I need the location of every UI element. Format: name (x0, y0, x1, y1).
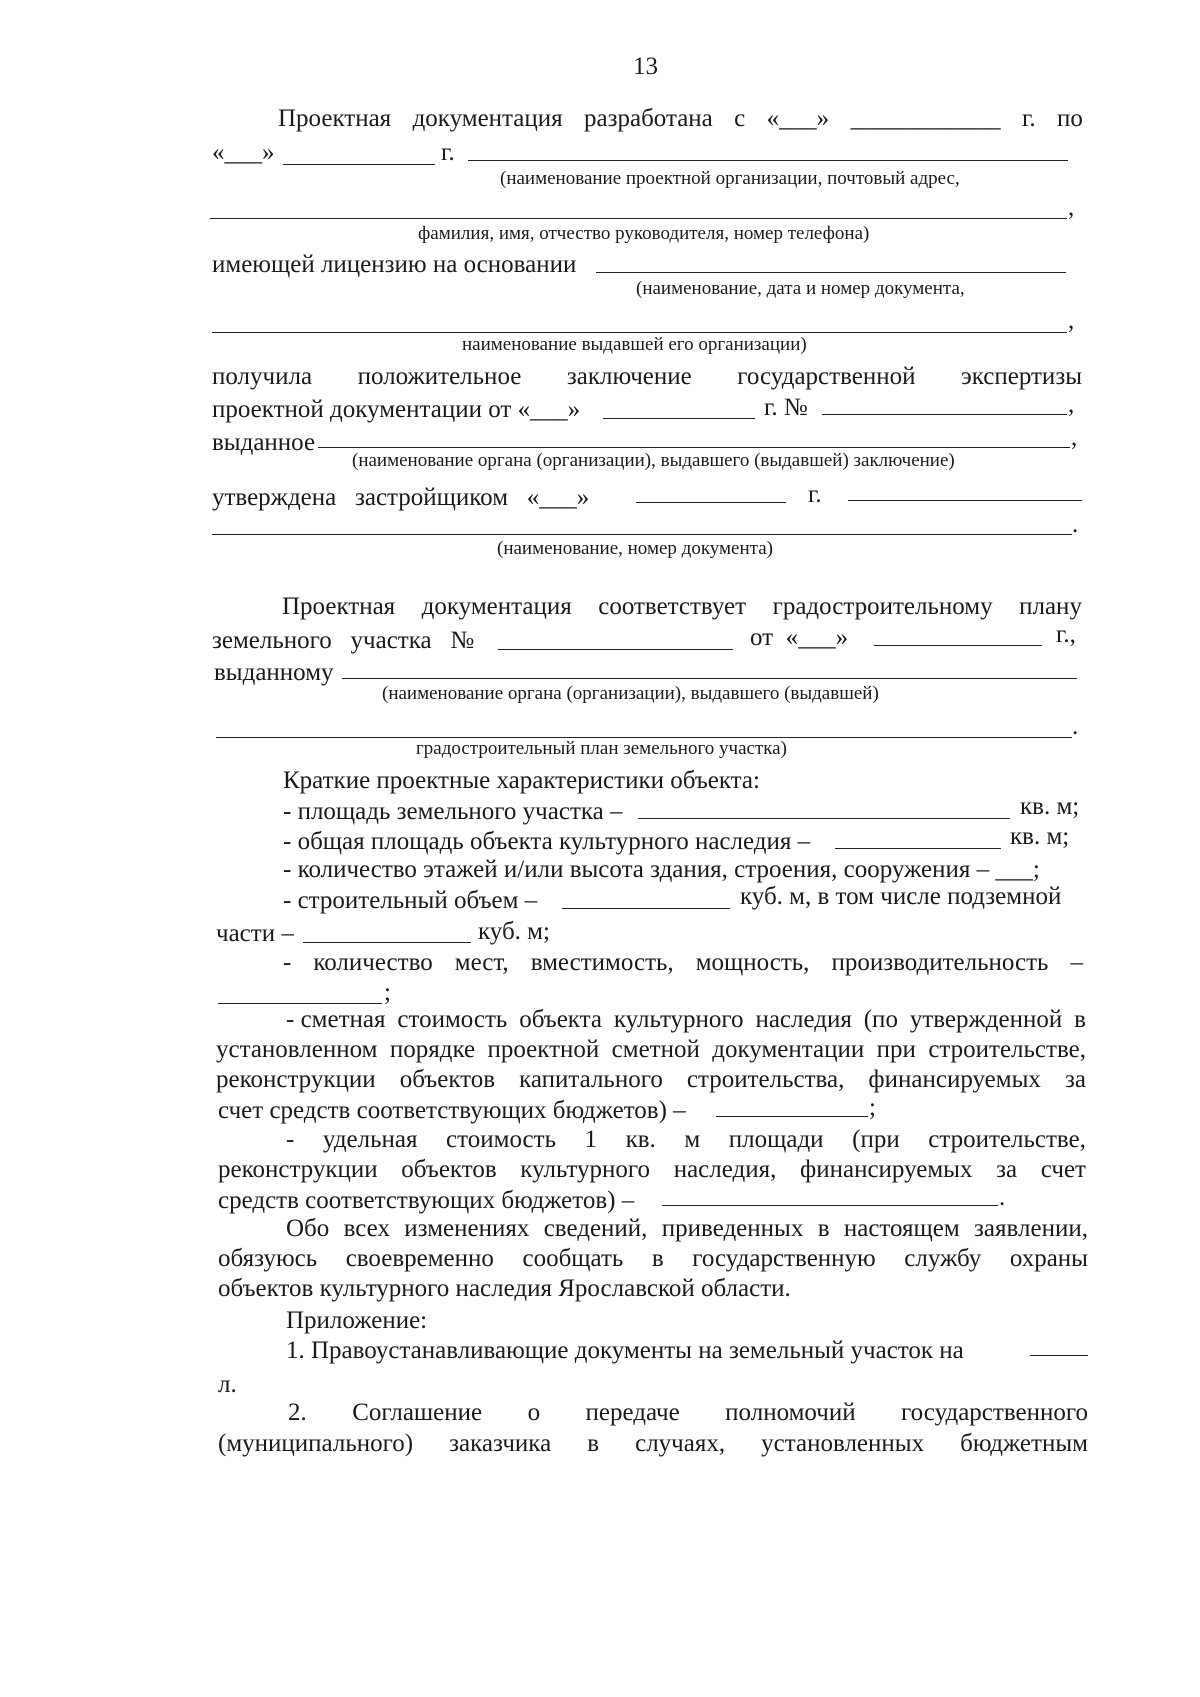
expertise-line (212, 362, 1082, 392)
word: службу (904, 1245, 982, 1272)
word: – (1070, 949, 1083, 976)
blank-line (603, 418, 755, 419)
word: государственной (737, 363, 916, 390)
caption-head-name: фамилия, имя, отчество руководителя, номер телефона) (418, 223, 870, 244)
blank-line (638, 818, 1010, 819)
word: сметной (611, 1036, 700, 1063)
blank-line (283, 164, 435, 165)
word: охраны (1009, 1245, 1088, 1272)
blank-line (212, 534, 1072, 535)
unit-cost-line-3: средств соответствующих бюджетов) – (218, 1187, 635, 1214)
word: финансируемых (800, 1156, 973, 1183)
word: наследия, (673, 1156, 777, 1183)
underground-unit: куб. м; (478, 918, 550, 945)
blank-line (303, 942, 471, 943)
word: - (283, 949, 292, 976)
word: заключение (566, 363, 692, 390)
word: (при (852, 1126, 900, 1153)
word: культурного (520, 1156, 651, 1183)
blank-line (662, 1205, 998, 1206)
caption-issuing-body: (наименование органа (организации), выдавшего (выдавшей) заключение) (352, 450, 955, 471)
word: документации (712, 1036, 865, 1063)
word: объектов (401, 1156, 497, 1183)
underground-label: части – (216, 920, 294, 947)
blank-line (1030, 1355, 1088, 1356)
unit-cost-line-1 (286, 1125, 1086, 1155)
blank-line (848, 500, 1082, 501)
word: - сметная (286, 1006, 386, 1033)
year-marker: г., (1056, 621, 1076, 648)
year-marker: г. (808, 481, 822, 508)
word: экспертизы (961, 363, 1082, 390)
word: проектной (487, 1036, 600, 1063)
blank-line (318, 447, 1070, 448)
punctuation: ; (384, 979, 391, 1006)
cost-line-1 (286, 1005, 1086, 1035)
expertise-date-label: проектной документации от «___» (212, 396, 581, 423)
word: площади (728, 1126, 824, 1153)
word: стоимость (446, 1126, 556, 1153)
word: сведений, (543, 1215, 648, 1242)
word: строительстве, (928, 1126, 1086, 1153)
word: строительстве, (928, 1036, 1086, 1063)
appendix-item-1-end: л. (218, 1371, 237, 1398)
word: г. (1021, 105, 1036, 132)
word: утвержденной (909, 1006, 1063, 1033)
word: градостроительному (772, 593, 993, 620)
word: положительное (357, 363, 522, 390)
word: кв. (625, 1126, 656, 1153)
punctuation: , (1071, 424, 1078, 451)
word: установленных (761, 1430, 925, 1457)
word: своевременно (345, 1245, 494, 1272)
word: получила (212, 363, 313, 390)
obligation-line-2 (218, 1244, 1088, 1274)
word: Обо (286, 1215, 330, 1242)
blank-line (596, 272, 1066, 273)
word: документация (412, 105, 563, 132)
word: - (286, 1126, 295, 1153)
word: наследия (755, 1006, 852, 1033)
word: реконструкции (216, 1066, 376, 1093)
punctuation: ; (869, 1094, 876, 1121)
word: государственную (692, 1245, 876, 1272)
word: мест, (454, 949, 509, 976)
caption-issuer: наименование выдавшей его организации) (462, 334, 807, 355)
approved-label: утверждена застройщиком «___» (212, 484, 590, 511)
word: настоящем (843, 1215, 960, 1242)
word: плану (1019, 593, 1082, 620)
punctuation: , (1068, 307, 1075, 334)
word: «___» (766, 105, 830, 132)
date-field-open: «___» (212, 139, 275, 166)
plot-area-label: - площадь земельного участка – (283, 798, 623, 825)
word: реконструкции (218, 1156, 378, 1183)
issued-label: выданное (212, 429, 316, 456)
volume-rest: куб. м, в том числе подземной (740, 883, 1062, 910)
total-area-label: - общая площадь объекта культурного наследия – (283, 828, 811, 855)
word: бюджетным (960, 1430, 1088, 1457)
word: разработана (584, 105, 713, 132)
word: ____________ (850, 105, 1001, 132)
year-marker: г. (441, 139, 455, 166)
punctuation: . (1072, 511, 1079, 538)
word: культурного (613, 1006, 744, 1033)
license-label: имеющей лицензию на основании (212, 251, 577, 278)
word: заказчика (449, 1430, 552, 1457)
blank-line (218, 1003, 382, 1004)
word: установленном (216, 1036, 378, 1063)
word: изменениях (404, 1215, 530, 1242)
word: обязуюсь (218, 1245, 318, 1272)
appendix-heading: Приложение: (286, 1307, 428, 1334)
punctuation: . (999, 1184, 1006, 1211)
word: финансируемых (868, 1066, 1041, 1093)
number-label: г. № (764, 394, 808, 421)
word: в (651, 1245, 664, 1272)
page-number: 13 (633, 53, 658, 80)
word: вместимость, (530, 949, 674, 976)
blank-line (716, 1116, 868, 1117)
word: капитального (519, 1066, 663, 1093)
word: в (1074, 1006, 1086, 1033)
word: всех (343, 1215, 390, 1242)
word: случаях, (635, 1430, 726, 1457)
word: сообщать (522, 1245, 624, 1272)
word: по (1057, 105, 1083, 132)
blank-line (835, 848, 1001, 849)
punctuation: . (1072, 713, 1079, 740)
word: при (876, 1036, 916, 1063)
word: (по (863, 1006, 898, 1033)
characteristics-heading: Краткие проектные характеристики объекта: (283, 767, 760, 794)
word: за (1064, 1066, 1086, 1093)
blank-line (498, 649, 733, 650)
blank-line (562, 908, 730, 909)
word: м (684, 1126, 701, 1153)
design-period-line (278, 104, 1083, 134)
plan-compliance-line (282, 592, 1082, 622)
land-plot-label: земельного участка № (212, 627, 475, 654)
cost-line-4: счет средств соответствующих бюджетов) – (218, 1097, 686, 1124)
word: строительства, (686, 1066, 845, 1093)
appendix-item-2-line-1 (288, 1398, 1088, 1428)
issued-to-label: выданному (214, 659, 334, 686)
word: за (996, 1156, 1018, 1183)
obligation-line-3: объектов культурного наследия Ярославской области. (218, 1275, 791, 1302)
word: полномочий (725, 1399, 856, 1426)
word: удельная (322, 1126, 418, 1153)
blank-line (636, 502, 786, 503)
blank-line (210, 218, 1067, 219)
word: Соглашение (352, 1399, 483, 1426)
word: (муниципального) (218, 1430, 414, 1457)
word: заявлении, (974, 1215, 1088, 1242)
blank-line (822, 414, 1067, 415)
appendix-item-2-line-2 (218, 1429, 1088, 1459)
total-area-unit: кв. м; (1010, 823, 1070, 850)
word: соответствует (598, 593, 747, 620)
word: 2. (288, 1399, 307, 1426)
cost-line-2 (216, 1035, 1086, 1065)
word: государственного (901, 1399, 1088, 1426)
word: документация (421, 593, 572, 620)
word: стоимость (397, 1006, 508, 1033)
blank-line (342, 678, 1077, 679)
obligation-line-1 (286, 1214, 1088, 1244)
word: мощность, (695, 949, 810, 976)
punctuation: , (1068, 391, 1075, 418)
cost-line-3 (216, 1065, 1086, 1095)
floors-line: - количество этажей и/или высота здания, строения, сооружения – ___; (283, 856, 1040, 883)
blank-line (468, 160, 1068, 161)
word: в (587, 1430, 600, 1457)
caption-plan-issuer: (наименование органа (организации), выдавшего (выдавшей) (382, 683, 879, 704)
blank-line (212, 332, 1067, 333)
caption-org-address: (наименование проектной организации, почтовый адрес, (500, 168, 960, 189)
volume-label: - строительный объем – (283, 887, 538, 914)
unit-cost-line-2 (218, 1155, 1086, 1185)
word: объектов (399, 1066, 496, 1093)
word: порядке (389, 1036, 476, 1063)
plot-area-unit: кв. м; (1020, 793, 1080, 820)
capacity-line (283, 948, 1083, 978)
appendix-item-1: 1. Правоустанавливающие документы на земельный участок на (286, 1337, 964, 1364)
blank-line (874, 645, 1042, 646)
word: с (734, 105, 746, 132)
word: о (527, 1399, 541, 1426)
word: объекта (519, 1006, 602, 1033)
word: передаче (585, 1399, 680, 1426)
punctuation: , (1068, 194, 1075, 221)
caption-doc-number: (наименование, номер документа) (497, 538, 773, 559)
word: приведенных (661, 1215, 804, 1242)
word: количество (313, 949, 433, 976)
word: Проектная (282, 593, 396, 620)
word: счет (1040, 1156, 1086, 1183)
word: производительность (831, 949, 1049, 976)
word: 1 (584, 1126, 598, 1153)
word: Проектная (278, 105, 392, 132)
caption-document: (наименование, дата и номер документа, (636, 278, 965, 299)
caption-plan: градостроительный план земельного участка) (416, 738, 787, 759)
word: в (817, 1215, 830, 1242)
from-date-label: от «___» (750, 624, 849, 651)
